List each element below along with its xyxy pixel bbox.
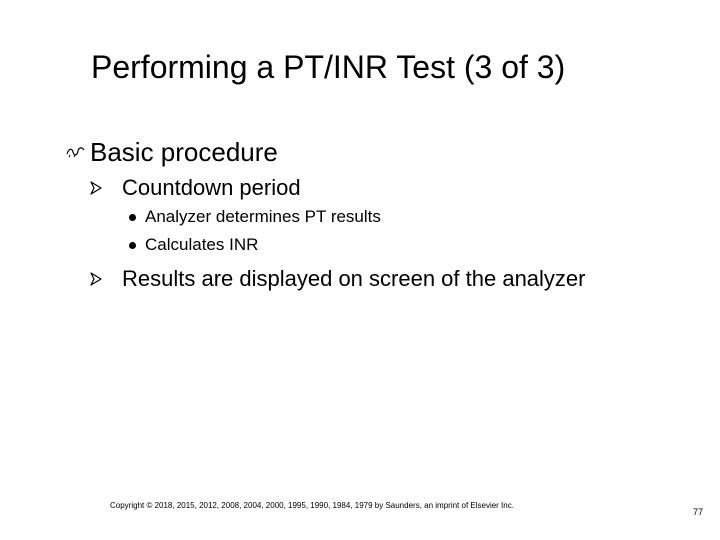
bullet-text: Countdown period (122, 175, 301, 200)
bullet-text: Results are displayed on screen of the analyzer (122, 266, 586, 291)
bullet-text: Analyzer determines PT results (145, 207, 381, 226)
copyright-footer: Copyright © 2018, 2015, 2012, 2008, 2004, 2000, 1995, 1990, 1984, 1979 by Saunders, an imprint of Elsevier Inc. (110, 501, 514, 510)
arrowhead-bullet-icon (90, 272, 104, 286)
page-number: 77 (693, 507, 704, 517)
curly-leaf-bullet-icon (66, 146, 88, 158)
dot-bullet-icon (129, 242, 136, 249)
dot-bullet-icon (129, 214, 136, 221)
bullet-basic-procedure (66, 135, 278, 169)
bullet-analyzer-determines (129, 206, 381, 228)
bullet-calculates-inr (129, 234, 258, 256)
bullet-results-displayed (90, 265, 585, 293)
slide-title: Performing a PT/INR Test (3 of 3) (91, 49, 566, 85)
arrowhead-bullet-icon (90, 181, 104, 195)
bullet-countdown-period (90, 174, 301, 202)
bullet-text: Calculates INR (145, 235, 259, 254)
bullet-text: Basic procedure (90, 136, 278, 167)
